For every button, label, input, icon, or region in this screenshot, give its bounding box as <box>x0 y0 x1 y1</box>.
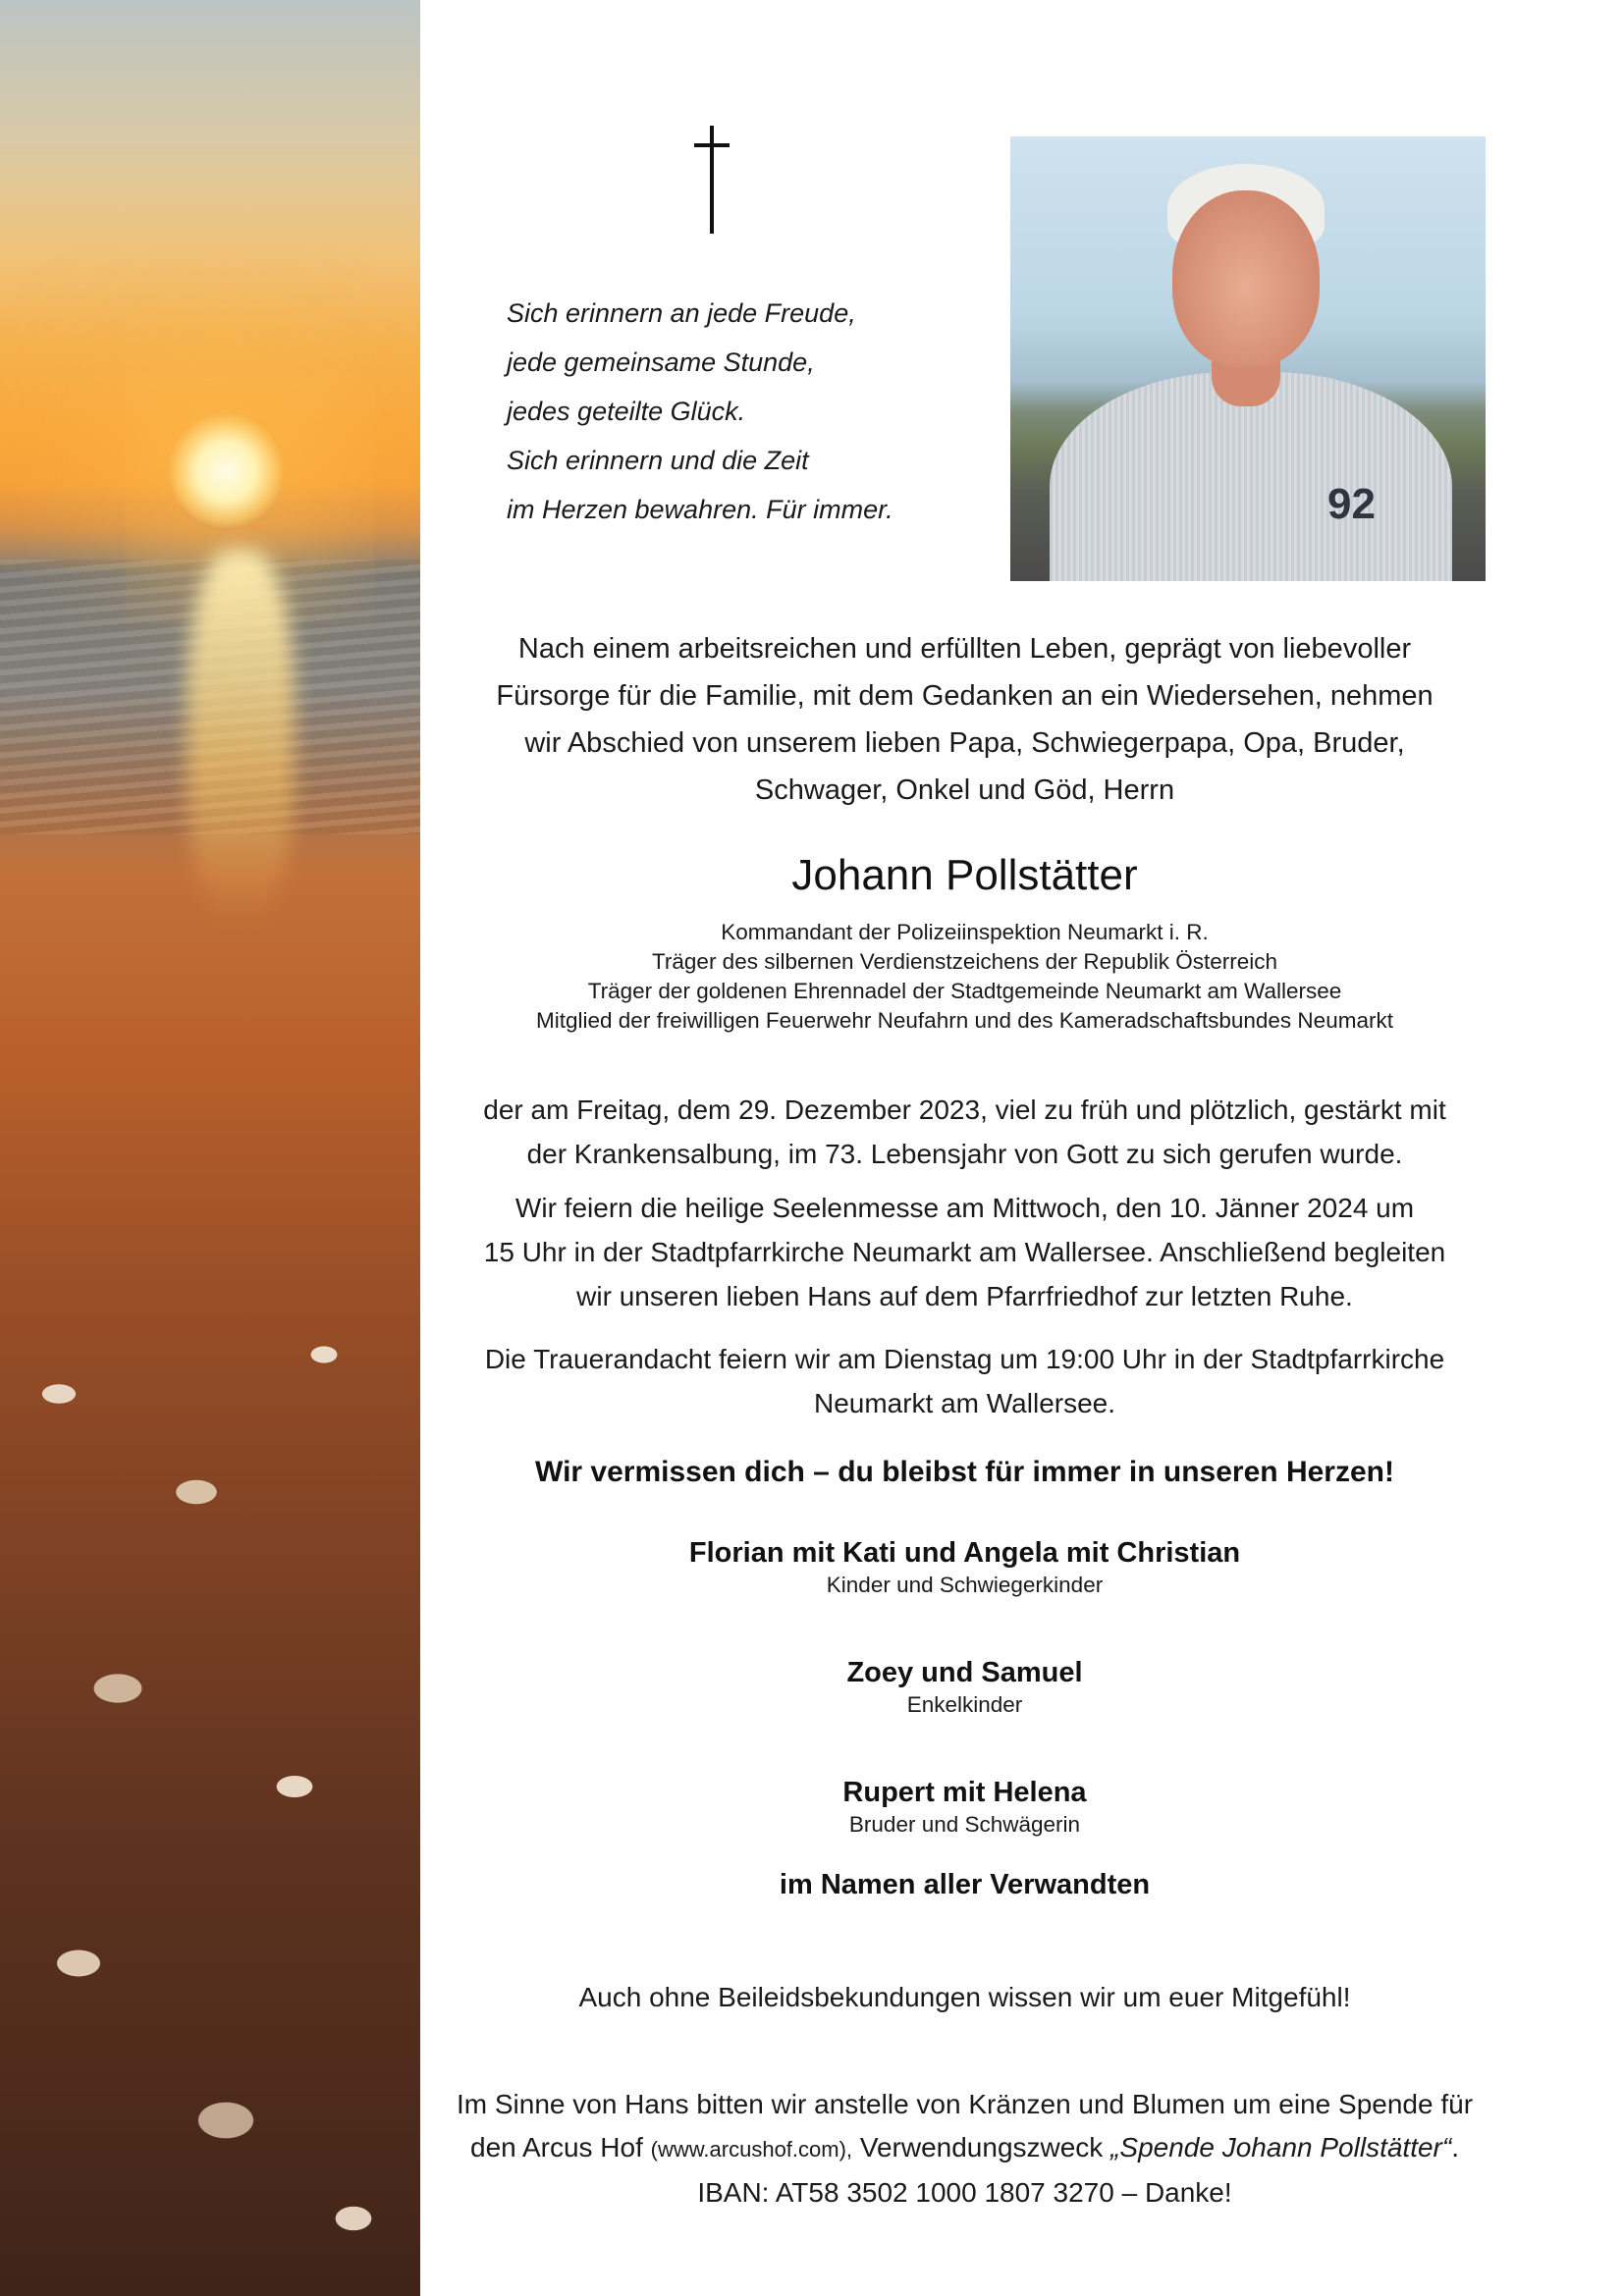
mourner-role: Kinder und Schwiegerkinder <box>826 1573 1104 1597</box>
portrait-face <box>1172 190 1320 367</box>
remembrance-line: Wir vermissen dich – du bleibst für immer in unseren Herzen! <box>535 1456 1394 1488</box>
charity-website: (www.arcushof.com), <box>650 2137 853 2162</box>
title-line: Kommandant der Polizeiinspektion Neumarkt i. R. <box>721 920 1209 944</box>
donation-purpose: „Spende Johann Pollstätter“ <box>1110 2132 1452 2163</box>
poem-line: Sich erinnern an jede Freude, <box>507 298 856 328</box>
sun-reflection <box>187 550 295 923</box>
title-line: Mitglied der freiwilligen Feuerwehr Neufahrn und des Kameradschaftsbundes Neumarkt <box>536 1008 1393 1033</box>
cross-icon <box>692 126 731 234</box>
mourner-names: Zoey und Samuel <box>846 1657 1083 1688</box>
title-line: Träger des silbernen Verdienstzeichens der Republik Österreich <box>652 949 1277 974</box>
paragraph-line: wir unseren lieben Hans auf dem Pfarrfriedhof zur letzten Ruhe. <box>576 1281 1353 1311</box>
poem-line: jede gemeinsame Stunde, <box>507 347 815 377</box>
death-paragraph <box>436 1088 1493 1176</box>
on-behalf-line: im Namen aller Verwandten <box>779 1869 1151 1900</box>
poem-line: jedes geteilte Glück. <box>507 397 746 426</box>
sun <box>167 412 285 530</box>
paragraph-line: Wir feiern die heilige Seelenmesse am Mittwoch, den 10. Jänner 2024 um <box>514 1193 1415 1223</box>
deceased-name: Johann Pollstätter <box>791 851 1138 899</box>
poem <box>507 289 919 534</box>
mourner-names: Florian mit Kati und Angela mit Christian <box>688 1537 1241 1569</box>
mourner-group <box>436 1775 1493 1840</box>
poem-line: Sich erinnern und die Zeit <box>507 446 809 475</box>
intro-line: wir Abschied von unserem lieben Papa, Schwiegerpapa, Opa, Bruder, <box>524 727 1405 759</box>
paragraph-line: der Krankensalbung, im 73. Lebensjahr von Gott zu sich gerufen wurde. <box>526 1139 1403 1169</box>
donation-note <box>436 2083 1493 2215</box>
title-line: Träger der goldenen Ehrennadel der Stadtgemeinde Neumarkt am Wallersee <box>587 979 1342 1003</box>
intro-text <box>436 625 1493 814</box>
iban-line: IBAN: AT58 3502 1000 1807 3270 – Danke! <box>697 2177 1232 2208</box>
donation-line: den Arcus Hof (www.arcushof.com), Verwendungszweck „Spende Johann Pollstätter“. <box>470 2132 1459 2163</box>
beach-shells <box>0 1276 420 2296</box>
mass-paragraph <box>436 1186 1493 1318</box>
portrait-photo <box>1010 136 1486 581</box>
intro-line: Nach einem arbeitsreichen und erfüllten Leben, geprägt von liebevoller <box>517 633 1412 665</box>
condolence-note: Auch ohne Beileidsbekundungen wissen wir um euer Mitgefühl! <box>578 1982 1351 2012</box>
paragraph-line: Die Trauerandacht feiern wir am Dienstag um 19:00 Uhr in der Stadtpfarrkirche <box>484 1344 1445 1374</box>
paragraph-line: Neumarkt am Wallersee. <box>813 1388 1116 1418</box>
paragraph-line: 15 Uhr in der Stadtpfarrkirche Neumarkt am Wallersee. Anschließend begleiten <box>483 1237 1446 1267</box>
poem-line: im Herzen bewahren. Für immer. <box>507 495 893 524</box>
charity-name: den Arcus Hof <box>470 2132 643 2163</box>
vigil-paragraph <box>436 1337 1493 1425</box>
paragraph-line: der am Freitag, dem 29. Dezember 2023, viel zu früh und plötzlich, gestärkt mit <box>483 1095 1446 1125</box>
mourner-role: Enkelkinder <box>906 1692 1023 1717</box>
mourner-role: Bruder und Schwägerin <box>848 1812 1081 1837</box>
purpose-label: Verwendungszweck <box>859 2132 1104 2163</box>
shirt-print: 92 <box>1327 480 1376 528</box>
mourner-names: Rupert mit Helena <box>842 1777 1087 1808</box>
mourner-group <box>436 1535 1493 1600</box>
mourner-group <box>436 1655 1493 1720</box>
deceased-titles <box>436 918 1493 1036</box>
sunset-beach-photo <box>0 0 420 2296</box>
intro-line: Schwager, Onkel und Göd, Herrn <box>754 774 1175 806</box>
intro-line: Fürsorge für die Familie, mit dem Gedanken an ein Wiedersehen, nehmen <box>496 680 1434 712</box>
donation-line: Im Sinne von Hans bitten wir anstelle von Kränzen und Blumen um eine Spende für <box>456 2089 1474 2119</box>
